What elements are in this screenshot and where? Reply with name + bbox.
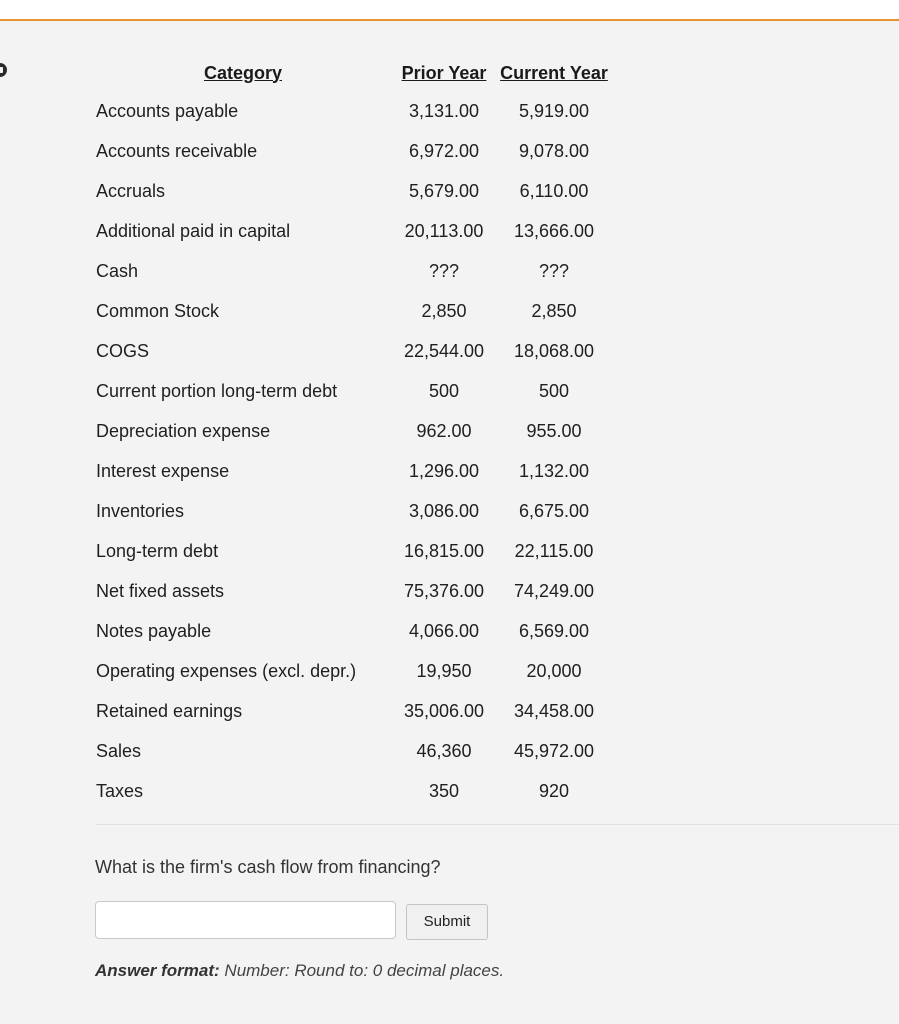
financial-data-table [90, 55, 616, 811]
answer-input[interactable] [95, 901, 396, 939]
table-row [90, 371, 616, 411]
section-divider [96, 824, 899, 825]
row-current-value: ??? [538, 260, 570, 281]
row-prior-value: 1,296.00 [408, 460, 480, 481]
row-prior-value: 2,850 [421, 300, 467, 321]
table-row [90, 651, 616, 691]
row-category: Accounts payable [96, 100, 239, 121]
row-category: Notes payable [96, 620, 212, 641]
table-row [90, 531, 616, 571]
table-row [90, 91, 616, 131]
row-current-value: 9,078.00 [518, 140, 590, 161]
row-category: Inventories [96, 500, 185, 521]
row-current-value: 955.00 [526, 420, 582, 441]
row-category: Sales [96, 740, 142, 761]
row-prior-value: ??? [428, 260, 460, 281]
row-prior-value: 46,360 [416, 740, 472, 761]
table-row [90, 731, 616, 771]
table-row [90, 131, 616, 171]
header-prior-year: Prior Year [401, 62, 487, 83]
row-current-value: 6,110.00 [519, 180, 589, 201]
row-current-value: 5,919.00 [518, 100, 590, 121]
row-category: Additional paid in capital [96, 220, 291, 241]
row-current-value: 2,850 [531, 300, 577, 321]
row-prior-value: 22,544.00 [403, 340, 485, 361]
row-prior-value: 19,950 [416, 660, 472, 681]
question-text: What is the firm's cash flow from financing? [95, 857, 441, 877]
answer-format-label: Answer format: [95, 961, 220, 980]
row-prior-value: 20,113.00 [404, 220, 484, 241]
table-row [90, 251, 616, 291]
row-current-value: 45,972.00 [513, 740, 595, 761]
answer-format-note [95, 961, 504, 981]
table-row [90, 571, 616, 611]
table-row [90, 491, 616, 531]
row-category: Accounts receivable [96, 140, 258, 161]
row-current-value: 20,000 [526, 660, 582, 681]
submit-button[interactable]: Submit [406, 904, 488, 940]
row-current-value: 920 [538, 780, 570, 801]
row-prior-value: 500 [428, 380, 460, 401]
table-row [90, 691, 616, 731]
row-category: Operating expenses (excl. depr.) [96, 660, 357, 681]
row-prior-value: 4,066.00 [408, 620, 480, 641]
table-row [90, 771, 616, 811]
row-current-value: 18,068.00 [513, 340, 595, 361]
row-current-value: 74,249.00 [513, 580, 595, 601]
circle-toggle-icon[interactable] [0, 63, 7, 77]
top-bar [0, 0, 899, 19]
row-current-value: 6,569.00 [518, 620, 590, 641]
row-category: Long-term debt [96, 540, 219, 561]
row-category: Common Stock [96, 300, 220, 321]
row-current-value: 34,458.00 [513, 700, 595, 721]
row-prior-value: 75,376.00 [403, 580, 485, 601]
row-category: COGS [96, 340, 150, 361]
row-category: Accruals [96, 180, 166, 201]
answer-format-text: Number: Round to: 0 decimal places. [219, 961, 505, 980]
table-row [90, 411, 616, 451]
table-row [90, 451, 616, 491]
row-category: Interest expense [96, 460, 230, 481]
row-category: Current portion long-term debt [96, 380, 338, 401]
row-prior-value: 962.00 [416, 420, 472, 441]
row-prior-value: 6,972.00 [408, 140, 480, 161]
row-prior-value: 350 [428, 780, 460, 801]
row-current-value: 6,675.00 [518, 500, 590, 521]
table-row [90, 611, 616, 651]
row-prior-value: 16,815.00 [403, 540, 485, 561]
header-category: Category [203, 62, 283, 83]
row-prior-value: 5,679.00 [408, 180, 480, 201]
row-prior-value: 3,131.00 [408, 100, 480, 121]
row-category: Net fixed assets [96, 580, 225, 601]
table-row [90, 211, 616, 251]
row-prior-value: 35,006.00 [403, 700, 485, 721]
row-category: Retained earnings [96, 700, 243, 721]
row-category: Taxes [96, 780, 144, 801]
table-header-row [90, 55, 616, 91]
table-row [90, 171, 616, 211]
row-current-value: 1,132.00 [518, 460, 590, 481]
header-current-year: Current Year [500, 62, 608, 83]
row-current-value: 22,115.00 [514, 540, 594, 561]
row-current-value: 500 [538, 380, 570, 401]
table-body [90, 91, 616, 811]
table-row [90, 291, 616, 331]
row-category: Cash [96, 260, 139, 281]
table-row [90, 331, 616, 371]
question-panel [0, 21, 899, 1024]
row-category: Depreciation expense [96, 420, 271, 441]
row-current-value: 13,666.00 [513, 220, 595, 241]
row-prior-value: 3,086.00 [408, 500, 480, 521]
